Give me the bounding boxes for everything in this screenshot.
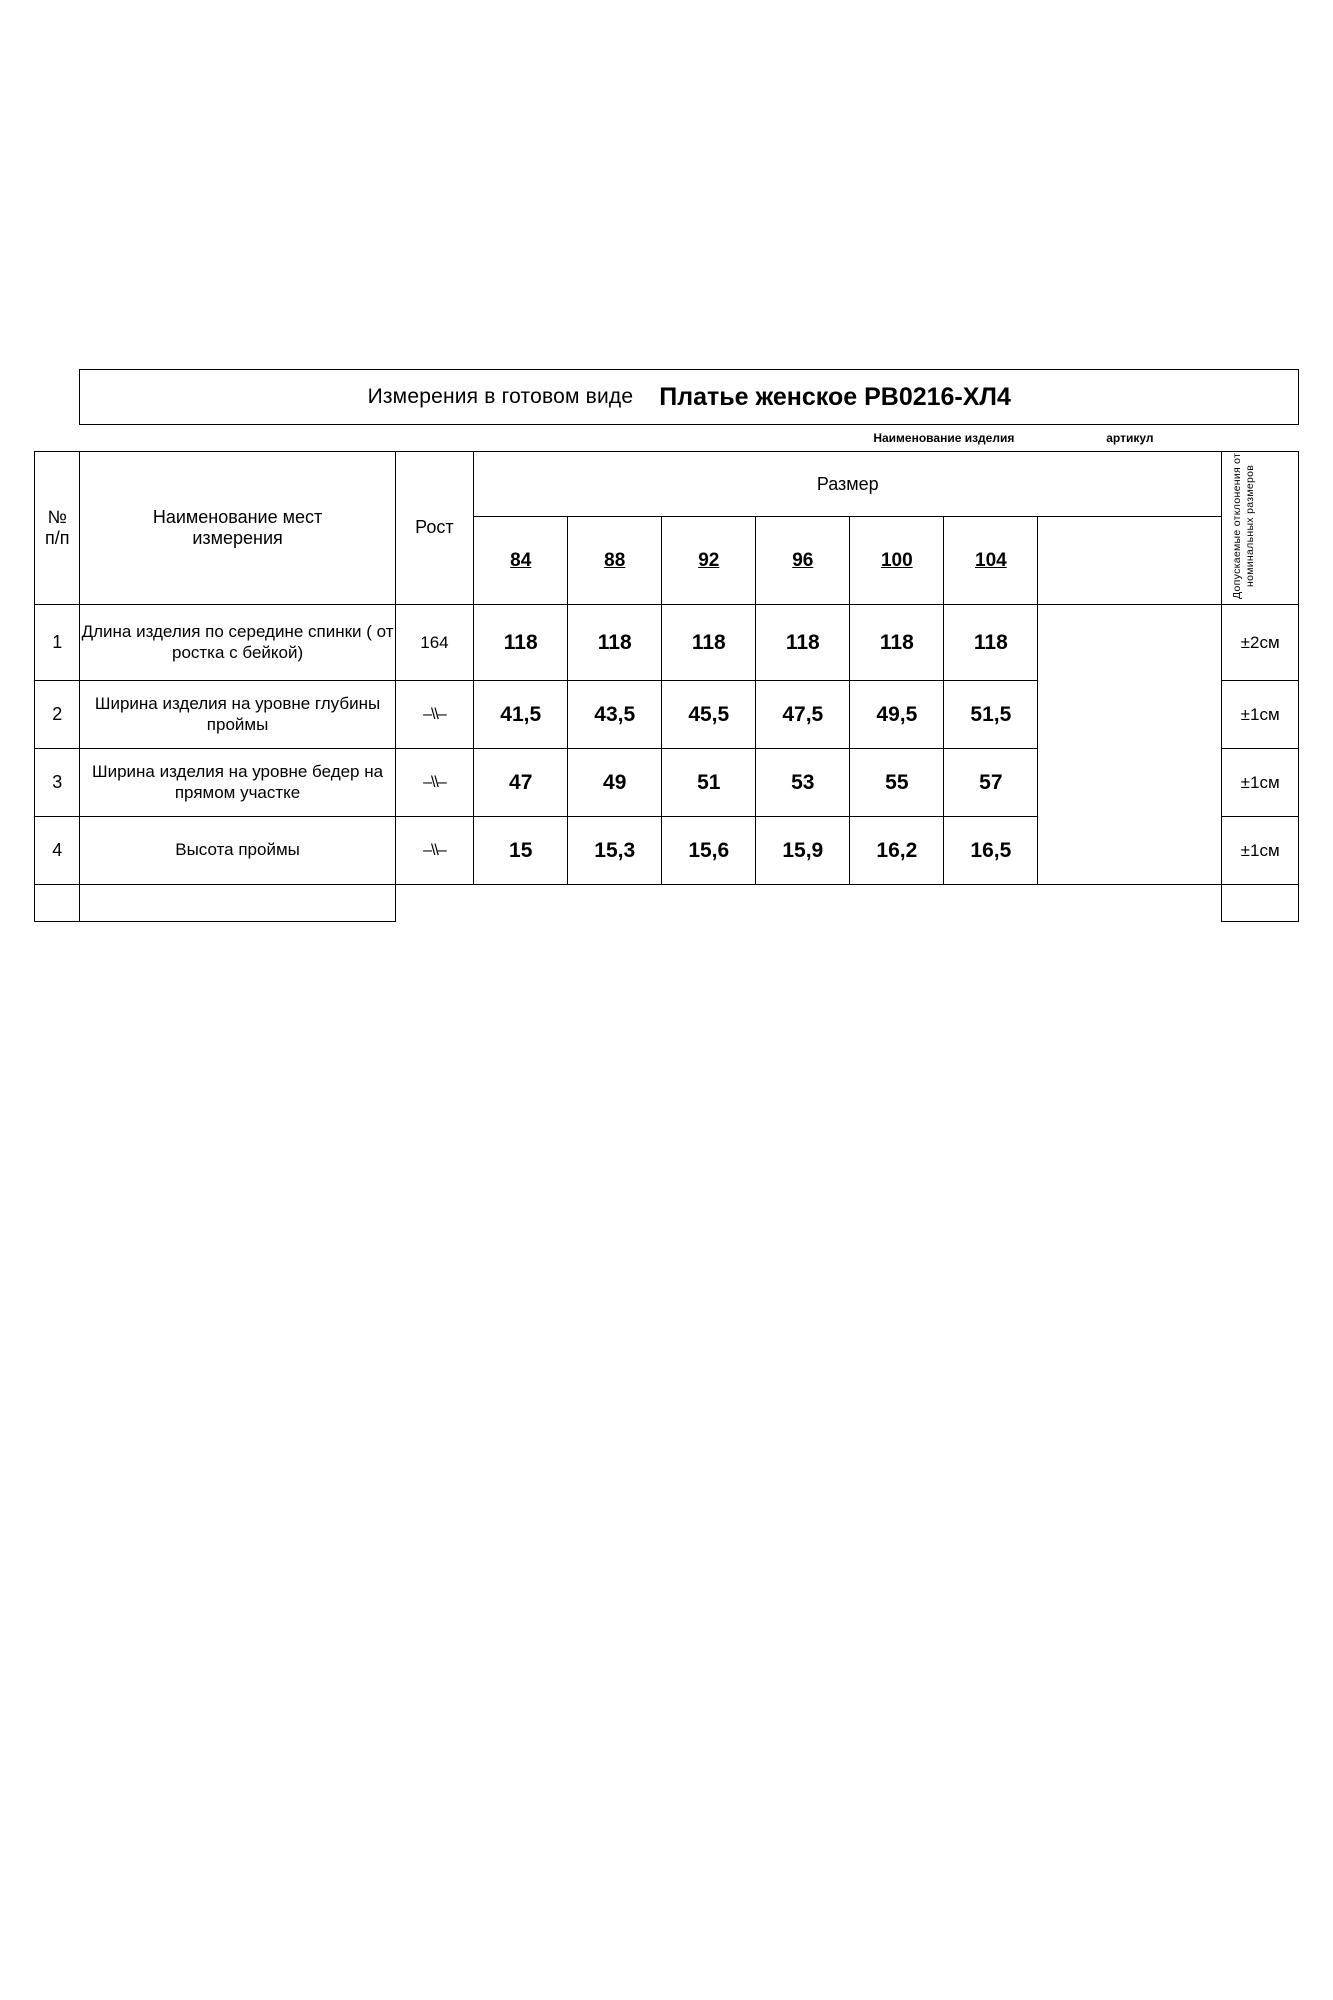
document-title-cell xyxy=(80,370,1299,425)
footer-cell-num xyxy=(35,885,80,922)
row-value-84: 15 xyxy=(474,817,568,885)
footer-cell-rost xyxy=(395,885,474,922)
header-measure-name xyxy=(80,452,395,605)
table-row xyxy=(35,681,1299,749)
row-value-96: 15,9 xyxy=(756,817,850,885)
header-name-line2: измерения xyxy=(192,528,283,549)
table-row xyxy=(35,749,1299,817)
row-value-88: 49 xyxy=(568,749,662,817)
row-blank xyxy=(1038,605,1222,681)
size-header-92: 92 xyxy=(662,517,756,605)
row-value-100: 49,5 xyxy=(850,681,944,749)
row-value-96: 118 xyxy=(756,605,850,681)
row-value-104: 118 xyxy=(944,605,1038,681)
row-value-100: 16,2 xyxy=(850,817,944,885)
row-value-104: 57 xyxy=(944,749,1038,817)
row-value-100: 55 xyxy=(850,749,944,817)
row-measure-name: Длина изделия по середине спинки ( от ростка с бейкой) xyxy=(80,605,395,681)
row-rost: 164 xyxy=(395,605,474,681)
size-header-104: 104 xyxy=(944,517,1038,605)
footer-cell-sizes xyxy=(474,885,1222,922)
header-num-line2: п/п xyxy=(44,528,70,549)
size-header-88: 88 xyxy=(568,517,662,605)
row-blank xyxy=(1038,817,1222,885)
footer-cell-name xyxy=(80,885,395,922)
row-value-104: 16,5 xyxy=(944,817,1038,885)
row-value-92: 51 xyxy=(662,749,756,817)
row-blank xyxy=(1038,749,1222,817)
title-row xyxy=(35,370,1299,425)
row-rost: –\\– xyxy=(395,681,474,749)
size-header-blank xyxy=(1038,517,1222,605)
row-value-92: 15,6 xyxy=(662,817,756,885)
row-value-100: 118 xyxy=(850,605,944,681)
header-name-line1: Наименование мест xyxy=(152,506,323,527)
row-measure-name: Высота проймы xyxy=(80,817,395,885)
size-header-96: 96 xyxy=(756,517,850,605)
row-value-84: 41,5 xyxy=(474,681,568,749)
header-tolerance xyxy=(1222,452,1299,605)
row-rost: –\\– xyxy=(395,749,474,817)
subtitle-row-spacer xyxy=(35,425,80,452)
header-group-row xyxy=(35,452,1299,517)
subtitle-product-name: Наименование изделия xyxy=(850,425,1038,452)
header-size-group: Размер xyxy=(474,452,1222,517)
row-value-92: 45,5 xyxy=(662,681,756,749)
title-left: Измерения в готовом виде xyxy=(367,385,634,408)
row-index: 4 xyxy=(35,817,80,885)
size-header-84: 84 xyxy=(474,517,568,605)
table-row xyxy=(35,817,1299,885)
footer-cell-tolerance xyxy=(1222,885,1299,922)
header-rost: Рост xyxy=(395,452,474,605)
size-header-100: 100 xyxy=(850,517,944,605)
footer-row xyxy=(35,885,1299,922)
row-tolerance: ±2см xyxy=(1222,605,1299,681)
title-right: Платье женское PB0216-ХЛ4 xyxy=(659,382,1011,411)
row-value-104: 51,5 xyxy=(944,681,1038,749)
row-measure-name: Ширина изделия на уровне бедер на прямом участке xyxy=(80,749,395,817)
row-rost: –\\– xyxy=(395,817,474,885)
subtitle-blank-1 xyxy=(80,425,395,452)
row-index: 3 xyxy=(35,749,80,817)
row-index: 2 xyxy=(35,681,80,749)
subtitle-blank-3 xyxy=(474,425,850,452)
row-blank xyxy=(1038,681,1222,749)
row-value-92: 118 xyxy=(662,605,756,681)
row-index: 1 xyxy=(35,605,80,681)
row-value-88: 15,3 xyxy=(568,817,662,885)
row-value-96: 53 xyxy=(756,749,850,817)
subtitle-blank-4 xyxy=(1222,425,1299,452)
row-value-84: 47 xyxy=(474,749,568,817)
subtitle-blank-2 xyxy=(395,425,474,452)
row-tolerance: ±1см xyxy=(1222,817,1299,885)
header-num-line1: № xyxy=(47,506,67,527)
header-tolerance-text: Допускаемые отклонения от номинальных размеров xyxy=(1231,452,1257,600)
table-row xyxy=(35,605,1299,681)
subtitle-article: артикул xyxy=(1038,425,1222,452)
measurements-table xyxy=(34,369,1299,922)
row-tolerance: ±1см xyxy=(1222,681,1299,749)
header-num xyxy=(35,452,80,605)
title-row-spacer xyxy=(35,370,80,425)
row-value-88: 43,5 xyxy=(568,681,662,749)
row-value-84: 118 xyxy=(474,605,568,681)
measurement-sheet xyxy=(34,369,1299,922)
row-tolerance: ±1см xyxy=(1222,749,1299,817)
subtitle-row xyxy=(35,425,1299,452)
row-measure-name: Ширина изделия на уровне глубины проймы xyxy=(80,681,395,749)
row-value-88: 118 xyxy=(568,605,662,681)
row-value-96: 47,5 xyxy=(756,681,850,749)
